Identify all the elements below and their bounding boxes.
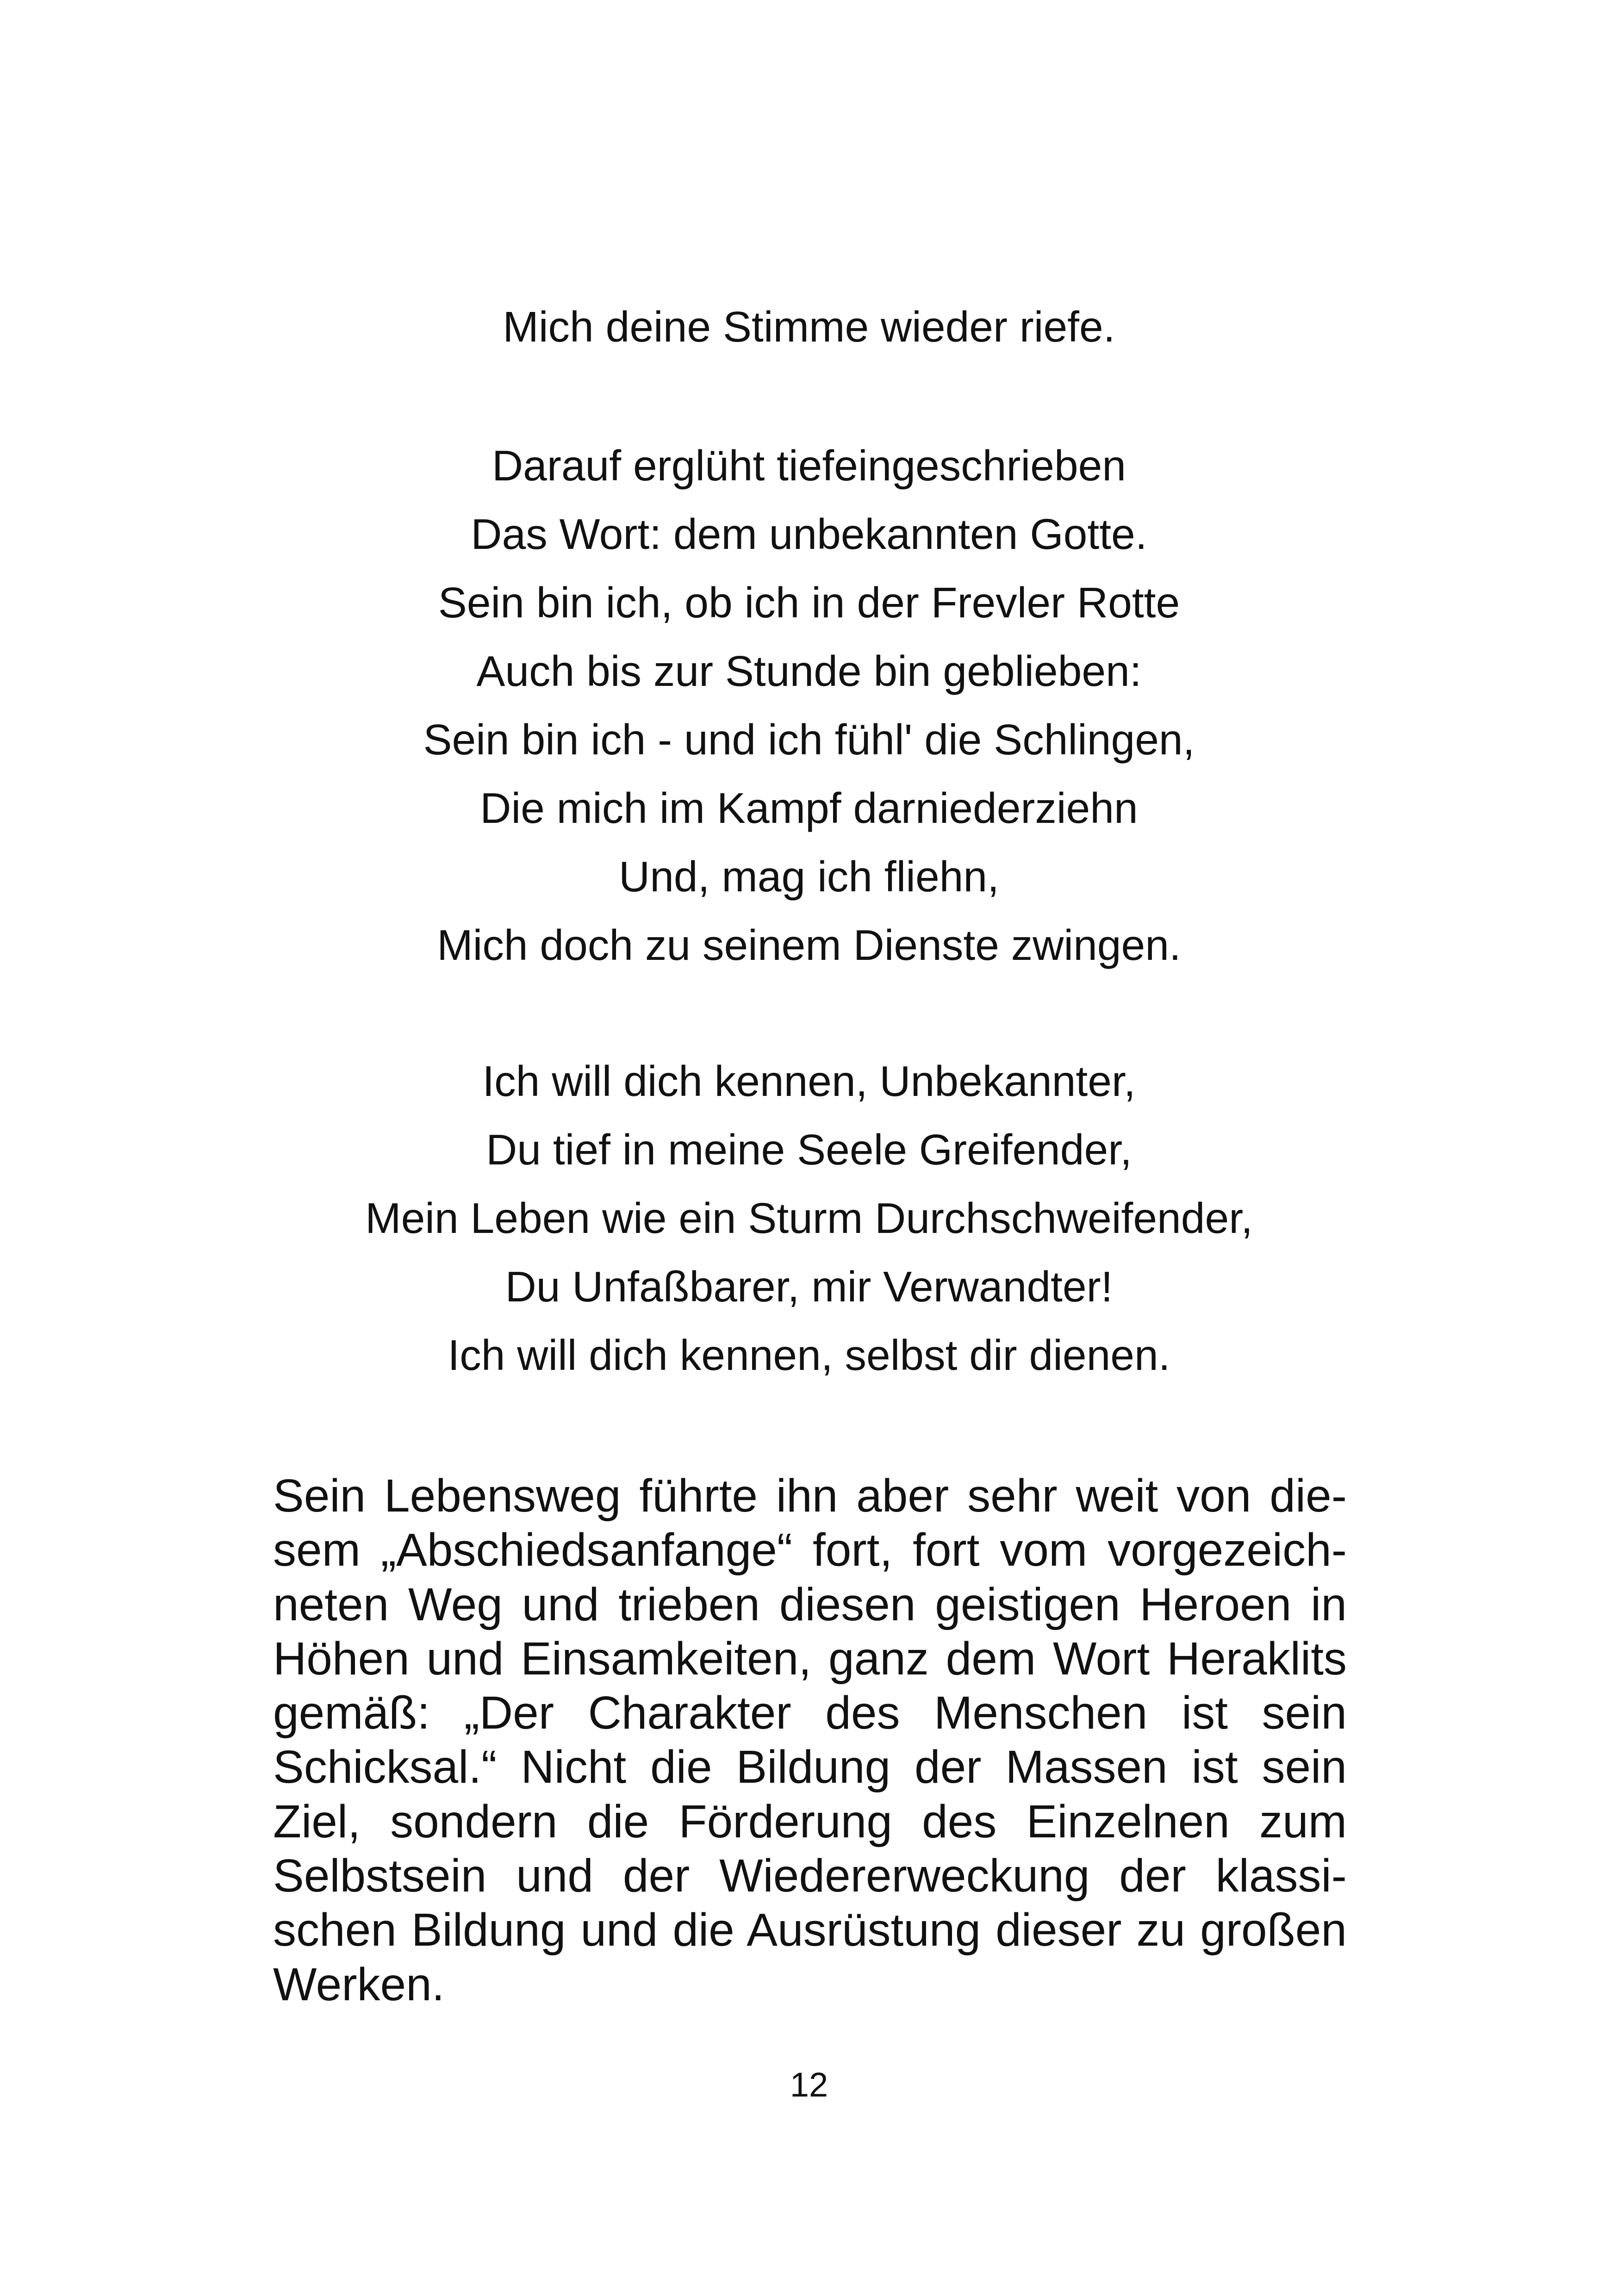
- paragraph-line: Werken.: [273, 1958, 445, 2010]
- paragraph-line: Sein Lebensweg führte ihn aber sehr weit von die-: [273, 1470, 1347, 1522]
- poem-line: Das Wort: dem unbekannten Gotte.: [471, 510, 1147, 558]
- paragraph-line: gemäß: „Der Charakter des Menschen ist sein: [273, 1687, 1347, 1739]
- paragraph-line: Selbstsein und der Wiedererweckung der klassi-: [273, 1850, 1347, 1902]
- paragraph-line: Höhen und Einsamkeiten, ganz dem Wort Heraklits: [273, 1632, 1347, 1685]
- poem-line: Du tief in meine Seele Greifender,: [486, 1126, 1132, 1174]
- poem-line: Und, mag ich fliehn,: [619, 852, 999, 901]
- poem-line: Sein bin ich - und ich fühl' die Schlingen,: [423, 716, 1195, 764]
- poem-line: Ich will dich kennen, selbst dir dienen.: [448, 1331, 1170, 1379]
- poem-line: Mich doch zu seinem Dienste zwingen.: [437, 921, 1181, 969]
- paragraph-line: schen Bildung und die Ausrüstung dieser zu großen: [273, 1904, 1347, 1956]
- page-number: 12: [790, 2066, 828, 2104]
- paragraph-line: Ziel, sondern die Förderung des Einzelnen zum: [273, 1795, 1347, 1848]
- poem-stanza: [0, 292, 1618, 361]
- body-paragraph: [273, 1469, 1347, 2012]
- poem-line: Darauf erglüht tiefeingeschrieben: [492, 442, 1126, 490]
- paragraph-line: neten Weg und trieben diesen geistigen Heroen in: [273, 1578, 1347, 1630]
- poem-line: Mein Leben wie ein Sturm Durchschweifender,: [365, 1194, 1253, 1242]
- poem-line: Auch bis zur Stunde bin geblieben:: [476, 647, 1142, 695]
- poem-line: Die mich im Kampf darniederziehn: [480, 784, 1138, 832]
- poem-line: Mich deine Stimme wieder riefe.: [503, 303, 1115, 351]
- poem-stanza: [0, 431, 1618, 979]
- poem-line: Sein bin ich, ob ich in der Frevler Rotte: [438, 579, 1180, 627]
- poem-stanza: [0, 1047, 1618, 1389]
- poem-line: Du Unfaßbarer, mir Verwandter!: [505, 1263, 1113, 1311]
- poem-line: Ich will dich kennen, Unbekannter,: [482, 1057, 1136, 1105]
- paragraph-line: Schicksal.“ Nicht die Bildung der Massen ist sein: [273, 1741, 1347, 1793]
- paragraph-line: sem „Abschiedsanfange“ fort, fort vom vorgezeich-: [273, 1524, 1347, 1576]
